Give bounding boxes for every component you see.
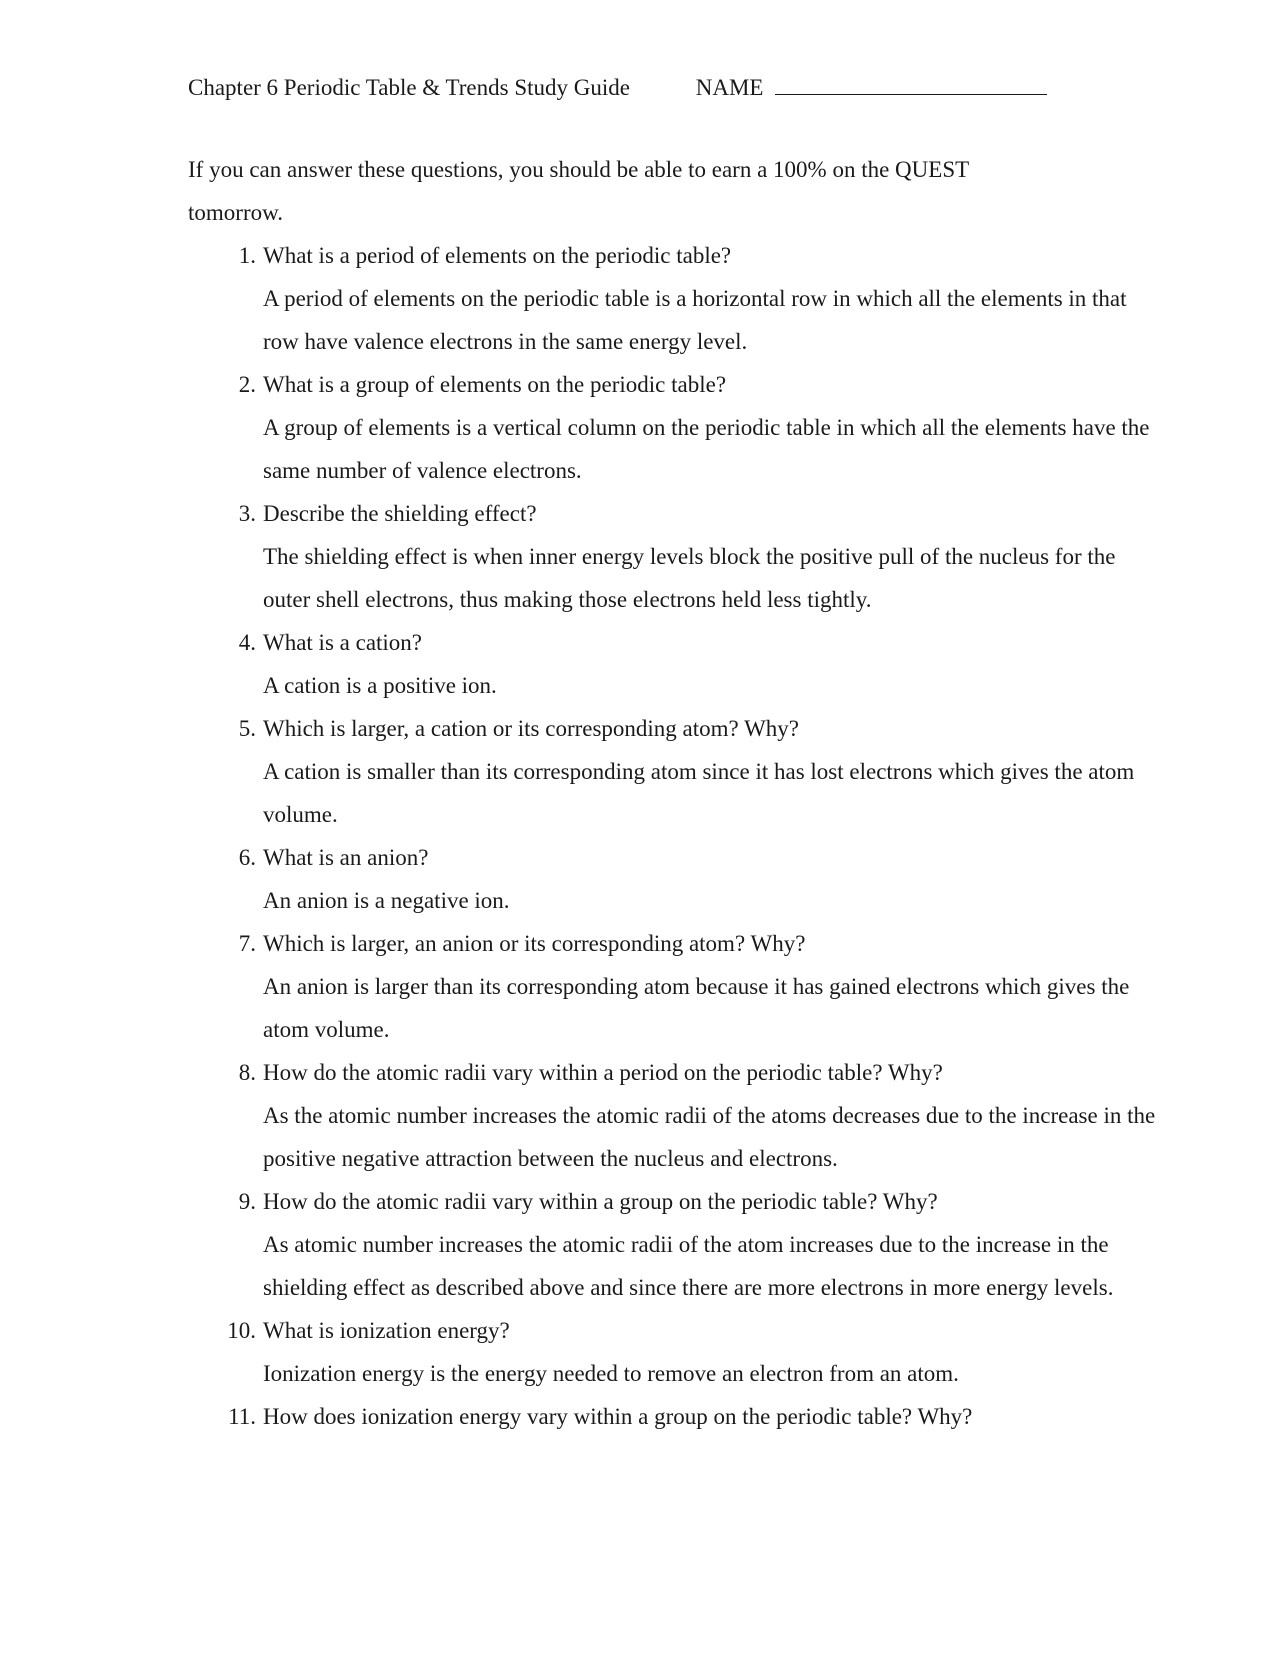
question-text: Which is larger, an anion or its corresponding atom? Why? bbox=[263, 931, 806, 956]
question-number: 5. bbox=[238, 716, 256, 741]
question-number: 1. bbox=[238, 243, 256, 268]
answer-text: A cation is a positive ion. bbox=[263, 673, 497, 698]
answer-text: As the atomic number increases the atomic radii of the atoms decreases due to the increase in the positive negative attraction between the nucleus and electrons. bbox=[263, 1103, 1156, 1171]
answer-text: Ionization energy is the energy needed to remove an electron from an atom. bbox=[263, 1361, 959, 1386]
question-text: What is a cation? bbox=[263, 630, 423, 655]
question-text: What is an anion? bbox=[263, 845, 429, 870]
question-number: 6. bbox=[238, 845, 256, 870]
name-blank-line bbox=[775, 72, 1047, 95]
question-item bbox=[188, 1309, 1168, 1395]
question-number: 8. bbox=[238, 1060, 256, 1085]
question-number: 2. bbox=[238, 372, 256, 397]
question-number: 10. bbox=[227, 1318, 256, 1343]
answer-text: An anion is larger than its corresponding atom because it has gained electrons which gives the atom volume. bbox=[263, 974, 1130, 1042]
answer-text: As atomic number increases the atomic radii of the atom increases due to the increase in the shielding effect as described above and since there are more electrons in more energy levels. bbox=[263, 1232, 1114, 1300]
question-text: What is a group of elements on the periodic table? bbox=[263, 372, 727, 397]
question-number: 3. bbox=[238, 501, 256, 526]
question-text: How does ionization energy vary within a group on the periodic table? Why? bbox=[263, 1404, 973, 1429]
question-text: Describe the shielding effect? bbox=[263, 501, 537, 526]
answer-text: A period of elements on the periodic table is a horizontal row in which all the elements in that row have valence electrons in the same energy level. bbox=[263, 286, 1127, 354]
answer-text: An anion is a negative ion. bbox=[263, 888, 510, 913]
question-item bbox=[188, 1395, 1168, 1438]
question-list bbox=[188, 234, 1168, 1438]
question-item bbox=[188, 492, 1168, 621]
document-title: Chapter 6 Periodic Table & Trends Study Guide bbox=[188, 75, 630, 100]
question-text: What is ionization energy? bbox=[263, 1318, 510, 1343]
question-text: Which is larger, a cation or its corresponding atom? Why? bbox=[263, 716, 800, 741]
question-number: 7. bbox=[238, 931, 256, 956]
answer-text: The shielding effect is when inner energy levels block the positive pull of the nucleus for the outer shell electrons, thus making those electrons held less tightly. bbox=[263, 544, 1116, 612]
question-item bbox=[188, 621, 1168, 707]
question-text: How do the atomic radii vary within a period on the periodic table? Why? bbox=[263, 1060, 943, 1085]
intro-paragraph: If you can answer these questions, you should be able to earn a 100% on the QUEST tomorrow. bbox=[188, 157, 969, 225]
question-number: 4. bbox=[238, 630, 256, 655]
question-number: 11. bbox=[228, 1404, 256, 1429]
question-item bbox=[188, 1180, 1168, 1309]
question-item bbox=[188, 1051, 1168, 1180]
question-text: What is a period of elements on the periodic table? bbox=[263, 243, 732, 268]
header bbox=[188, 72, 1047, 104]
question-item bbox=[188, 234, 1168, 363]
question-text: How do the atomic radii vary within a group on the periodic table? Why? bbox=[263, 1189, 938, 1214]
answer-text: A group of elements is a vertical column on the periodic table in which all the elements have the same number of valence electrons. bbox=[263, 415, 1150, 483]
question-item bbox=[188, 836, 1168, 922]
question-item bbox=[188, 922, 1168, 1051]
name-label: NAME bbox=[695, 75, 764, 100]
answer-text: A cation is smaller than its corresponding atom since it has lost electrons which gives the atom volume. bbox=[263, 759, 1135, 827]
question-number: 9. bbox=[238, 1189, 256, 1214]
question-item bbox=[188, 707, 1168, 836]
question-item bbox=[188, 363, 1168, 492]
